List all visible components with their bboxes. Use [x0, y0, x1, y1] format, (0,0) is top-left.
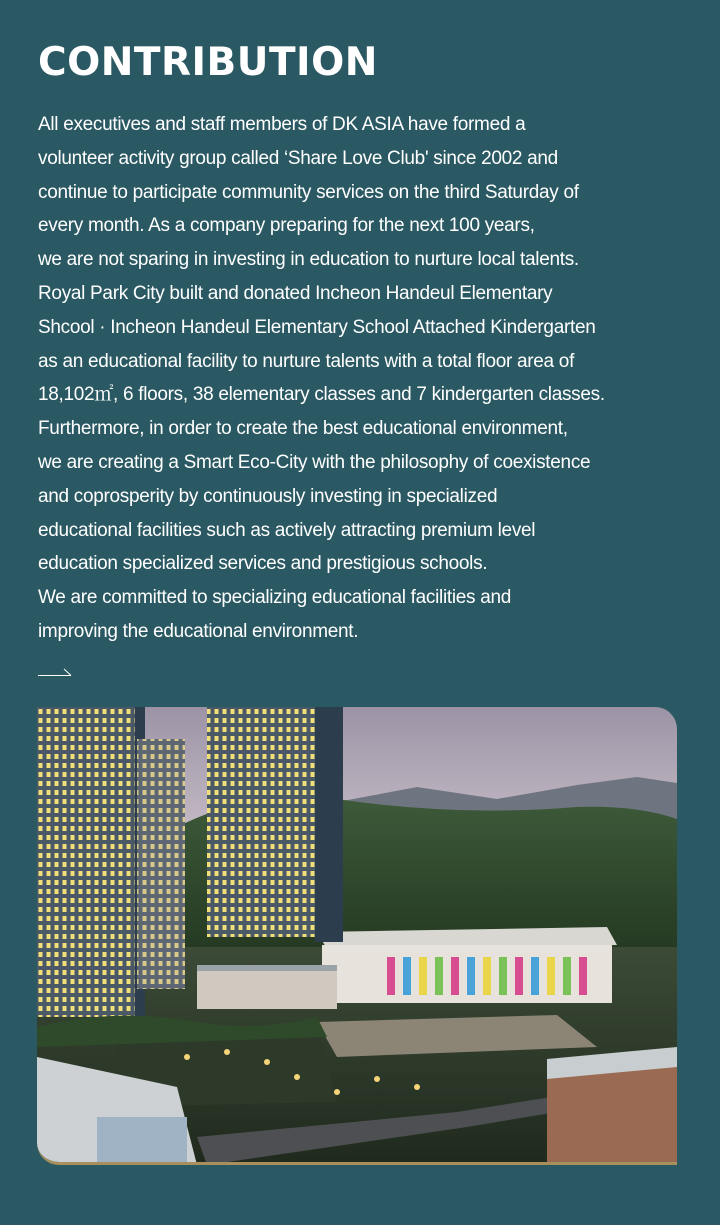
- description-line: we are not sparing in investing in education to nurture local talents.: [38, 249, 579, 271]
- description-line: improving the educational environment.: [38, 620, 359, 642]
- description-line: every month. As a company preparing for the next 100 years,: [38, 215, 535, 237]
- description-line: as an educational facility to nurture talents with a total floor area of: [38, 350, 575, 372]
- description-line: education specialized services and prestigious schools.: [38, 553, 488, 575]
- description-line: Royal Park City built and donated Incheon Handeul Elementary: [38, 282, 553, 304]
- description-line: volunteer activity group called ‘Share Love Club' since 2002 and: [38, 147, 558, 169]
- description-line: Shcool · Incheon Handeul Elementary School Attached Kindergarten: [38, 316, 596, 338]
- description-line: All executives and staff members of DK ASIA have formed a: [38, 114, 526, 135]
- description-line: Furthermore, in order to create the best educational environment,: [38, 418, 568, 440]
- description-line: educational facilities such as actively attracting premium level: [38, 519, 536, 541]
- school-aerial-photo: [37, 707, 677, 1165]
- more-link[interactable]: [38, 664, 72, 676]
- arrow-right-icon: [38, 665, 72, 677]
- description-line: we are creating a Smart Eco-City with the philosophy of coexistence: [38, 451, 591, 473]
- description-line: We are committed to specializing educational facilities and: [38, 587, 512, 609]
- description-line: continue to participate community services on the third Saturday of: [38, 181, 579, 203]
- description-line: and coprosperity by continuously investing in specialized: [38, 485, 498, 507]
- section-title: CONTRIBUTION: [38, 40, 378, 85]
- description-line: 18,102㎡, 6 floors, 38 elementary classes and 7 kindergarten classes.: [38, 384, 605, 406]
- section-description: [38, 108, 688, 649]
